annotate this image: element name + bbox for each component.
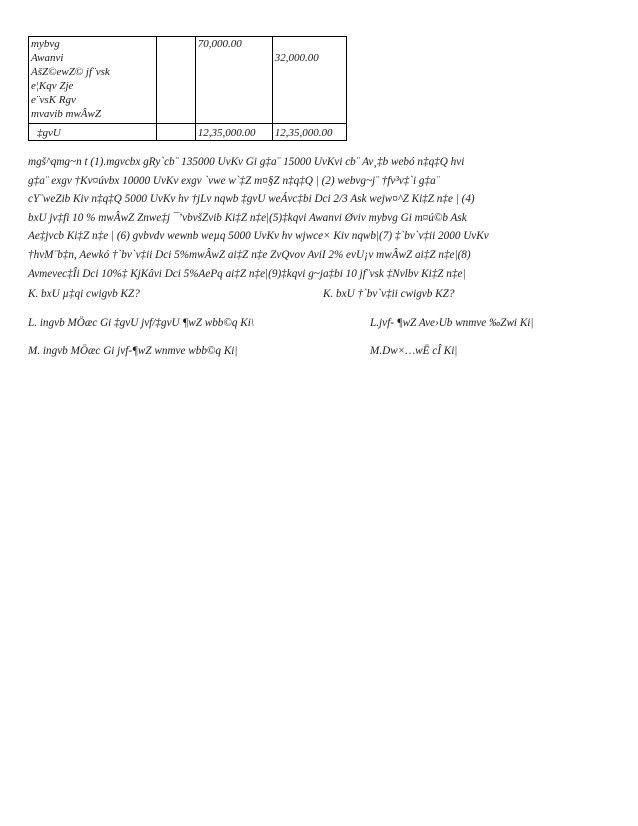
credit-amount: 32,000.00 <box>274 52 319 64</box>
debit-amount: 70,000.00 <box>197 38 242 50</box>
debit-cell <box>195 37 272 124</box>
ledger-folio-cell <box>157 37 196 124</box>
paragraph-line: †hvM¨b‡n, Aewkó †`bv`v‡ii Dci 5%mwÂwZ ai‡Z n‡e ZvQvov AviI 2% evU¡v mwÂwZ ai‡Z n‡e|(8) <box>28 248 471 261</box>
debit-total-cell <box>195 124 272 141</box>
paragraph-line: bxU jv‡fi 10 % mwÂwZ Znwe‡j ¯’vbvšZvib Ki‡Z n‡e|(5)‡kqvi Awanvi Øviv mybvg Gi m¤ú©b Ask <box>28 211 467 224</box>
total-label-cell <box>29 124 157 141</box>
table-row <box>29 37 347 124</box>
account-names-cell <box>29 37 157 124</box>
paragraph-line: cY¨weZib Kiv n‡q‡Q 5000 UvKv hv †jLv nqwb ‡gvU weÁvc‡bi Dci 2/3 Ask wejw¤^Z Ki‡Z n‡e | (4) <box>28 193 475 206</box>
question-m-left: M. ingvb MÖæc Gi jvf-¶wZ wnmve wbb©q Ki| <box>28 345 238 357</box>
account-name: AšZ©ewZ© jf¨vsk <box>31 66 110 78</box>
question-m-right: M.Dw×…wË cÎ Ki| <box>370 345 458 357</box>
question-k-right: K. bxU †`bv`v‡ii cwigvb KZ? <box>323 288 455 300</box>
credit-cell <box>272 37 346 124</box>
paragraph-line: Avmevec‡Îi Dci 10%‡ KjKâvi Dci 5%AePq ai‡Z n‡e|(9)‡kqvi g~ja‡bi 10 jf¨vsk ‡Nvlbv Ki‡Z n‡e| <box>28 267 466 280</box>
adjustments-paragraph <box>28 153 618 283</box>
total-label: ‡gvU <box>37 127 61 139</box>
paragraph-line: mgš^qmg~n t (1).mgvcbx gRy`cb¨ 135000 UvKv Gi g‡a¨ 15000 UvKvi cb¨ Av¸‡b webó n‡q‡Q hvi <box>28 156 465 168</box>
debit-total: 12,35,000.00 <box>197 127 256 139</box>
account-name: mybvg <box>31 38 60 50</box>
paragraph-line: g‡a¨ exgv †Kv¤úvbx 10000 UvKv exgv `vwe w`‡Z m¤§Z n‡q‡Q | (2) webvg~j¨ †fv³v‡`i g‡a¨ <box>28 174 440 187</box>
ledger-folio-cell <box>157 124 196 141</box>
account-name: e¦Kqv Zje <box>31 80 74 92</box>
account-name: e¨vsK Rgv <box>31 94 76 106</box>
credit-total: 12,35,000.00 <box>274 127 333 139</box>
question-l-left: L. ingvb MÖæc Gi ‡gvU jvf/‡gvU ¶wZ wbb©q Ki\ <box>28 317 254 329</box>
table-row-total <box>29 124 347 141</box>
paragraph-line: Ae‡jvcb Ki‡Z n‡e | (6) gvbvdv wewnb weµq 5000 UvKv hv wjwce× Kiv nqwb|(7) ‡`bv`v‡ii 2000 UvKv <box>28 230 489 243</box>
credit-total-cell <box>272 124 346 141</box>
question-l-right: L.jvf- ¶wZ Ave›Ub wnmve ‰Zwi Ki| <box>370 317 534 329</box>
account-name: Awanvi <box>31 52 64 64</box>
ledger-table <box>28 36 347 141</box>
question-k-left: K. bxU µ‡qi cwigvb KZ? <box>28 288 140 300</box>
account-name: mvavib mwÂwZ <box>31 108 101 120</box>
